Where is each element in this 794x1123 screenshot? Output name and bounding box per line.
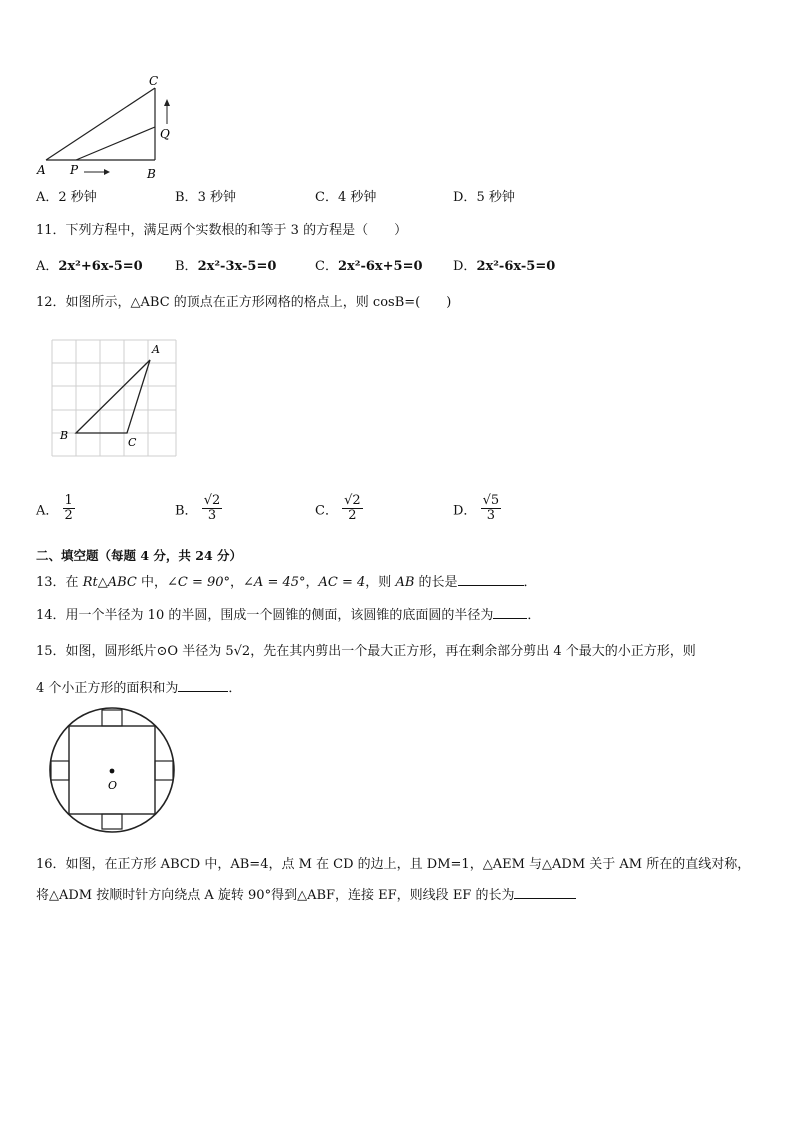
- q12-option-a-fraction: $\frac{1}{2}$: [64, 493, 73, 524]
- q12-label-c: C: [128, 436, 137, 449]
- q10-option-a: A．2 秒钟: [36, 190, 97, 205]
- q16-answer-blank: [514, 886, 576, 899]
- q12-triangle: [76, 360, 150, 433]
- q11-stem: 11．下列方程中，满足两个实数根的和等于 3 的方程是（ ）: [36, 223, 408, 238]
- q14-answer-blank: [493, 606, 527, 619]
- q15-small-square-right: [155, 761, 173, 780]
- q15-answer-blank: [178, 679, 228, 692]
- q16-line2: 将△ADM 按顺时针方向绕点 A 旋转 90°得到△ABF，连接 EF，则线段 EF 的长为: [36, 884, 576, 903]
- q11-option-d: D．2x²-6x-5=0: [453, 259, 556, 274]
- q15-small-square-bottom: [102, 814, 122, 829]
- q15-sqrt: √2: [233, 644, 251, 659]
- q10-label-c: C: [149, 74, 159, 88]
- q10-label-b: B: [147, 167, 156, 181]
- q10-label-p: P: [70, 163, 79, 177]
- q11-option-b: B．2x²-3x-5=0: [175, 259, 277, 274]
- q15-small-square-left: [51, 761, 69, 780]
- q13-answer-blank: [458, 573, 524, 586]
- q11-option-c: C．2x²-6x+5=0: [315, 259, 423, 274]
- q10-label-q: Q: [160, 127, 170, 141]
- q16-line1: 16．如图，在正方形 ABCD 中，AB=4，点 M 在 CD 的边上，且 DM=1，△AEM 与△ADM 关于 AM 所在的直线对称，: [36, 857, 751, 872]
- q12-grid-figure: [50, 338, 180, 460]
- section-title-fill-in: 二、填空题（每题 4 分，共 24 分）: [36, 548, 243, 563]
- q12-label-a: A: [152, 343, 160, 356]
- q15-line1: 15．如图，圆形纸片⊙O 半径为 5√2，先在其内剪出一个最大正方形，再在剩余部分剪出 4 个最大的小正方形，则: [36, 644, 696, 659]
- q15-circle-figure: [44, 705, 180, 835]
- q13-text: 13．在 Rt△ABC 中，∠C = 90°，∠A = 45°，AC = 4，则 AB 的长是 ．: [36, 575, 537, 590]
- q12-option-c: C． $\frac{√2}{2}$: [315, 493, 361, 524]
- q10-option-c: C．4 秒钟: [315, 190, 377, 205]
- q12-option-a: A． $\frac{1}{2}$: [36, 493, 73, 524]
- q12-option-c-fraction: $\frac{√2}{2}$: [344, 493, 361, 524]
- q12-option-b-fraction: $\frac{√2}{3}$: [203, 493, 221, 524]
- q14-text: 14．用一个半径为 10 的半圆，围成一个圆锥的侧面，该圆锥的底面圆的半径为 ．: [36, 608, 541, 623]
- q10-figure: [34, 72, 184, 182]
- q10-option-b: B．3 秒钟: [175, 190, 236, 205]
- q10-arrowhead-p: [104, 169, 110, 175]
- q15-small-square-top: [102, 710, 122, 726]
- q11-option-a: A．2x²+6x-5=0: [36, 259, 143, 274]
- q12-stem: 12．如图所示，△ABC 的顶点在正方形网格的格点上，则 cosB=( ): [36, 295, 452, 310]
- q10-option-d: D．5 秒钟: [453, 190, 515, 205]
- q15-line2: 4 个小正方形的面积和为 ．: [36, 681, 242, 696]
- q12-grid: [52, 340, 176, 456]
- q15-label-o: O: [108, 779, 118, 792]
- q10-arrowhead-q: [164, 99, 170, 106]
- q15-center-point: [110, 769, 115, 774]
- q12-option-d-fraction: $\frac{√5}{3}$: [482, 493, 500, 524]
- q12-option-b: B． $\frac{√2}{3}$: [175, 493, 221, 524]
- q12-option-d: D． $\frac{√5}{3}$: [453, 493, 500, 524]
- q12-label-b: B: [60, 429, 69, 442]
- q10-label-a: A: [37, 163, 46, 177]
